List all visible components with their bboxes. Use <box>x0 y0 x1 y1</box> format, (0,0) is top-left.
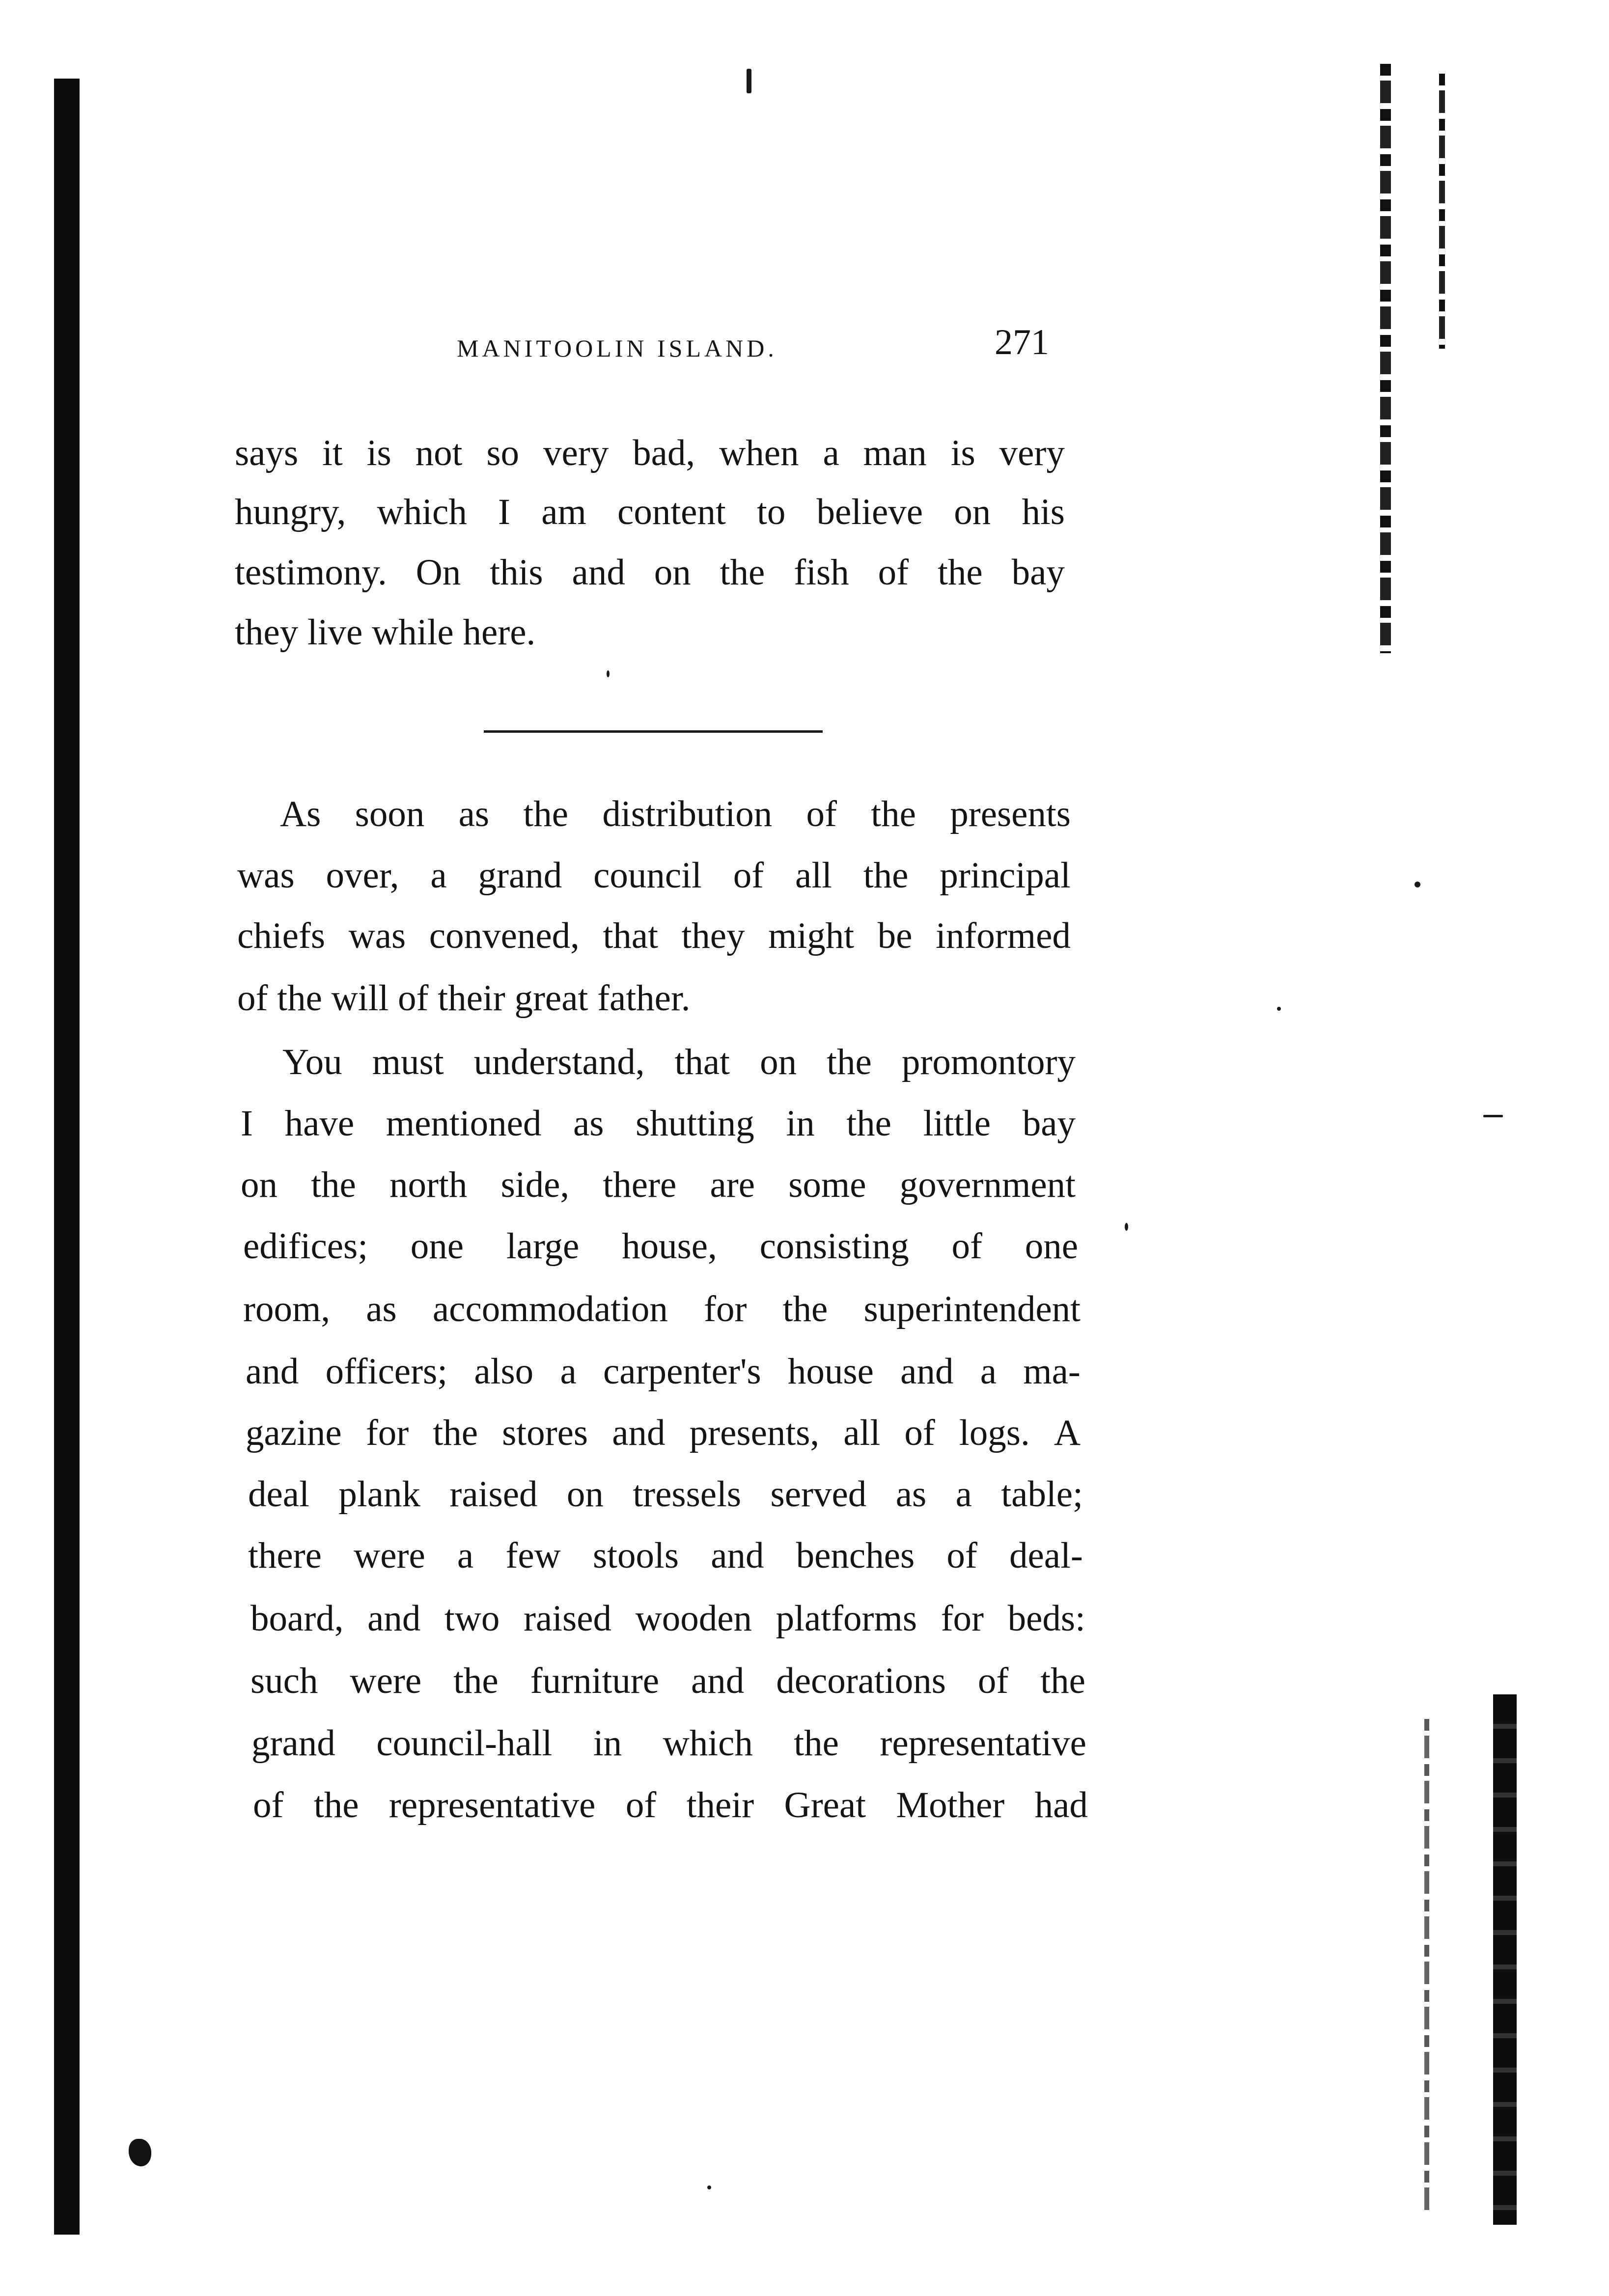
section-divider <box>484 730 823 733</box>
text-line: You must understand, that on the promontory <box>282 1042 1076 1082</box>
page-number: 271 <box>995 322 1049 362</box>
running-header-title: MANITOOLIN ISLAND. <box>457 334 777 362</box>
text-line: room, as accommodation for the superintendent <box>243 1289 1081 1329</box>
page-edge-shadow <box>1439 74 1445 349</box>
ink-speck <box>1277 1007 1281 1011</box>
text-line: they live while here. <box>235 612 536 653</box>
text-line: of the will of their great father. <box>237 978 691 1019</box>
text-line: board, and two raised wooden platforms for beds: <box>250 1598 1085 1639</box>
ink-speck <box>1415 882 1420 887</box>
text-line: deal plank raised on tressels served as a table; <box>248 1474 1083 1515</box>
ink-speck <box>747 69 751 93</box>
text-line: says it is not so very bad, when a man is very <box>235 433 1065 473</box>
text-line: was over, a grand council of all the principal <box>237 855 1071 896</box>
text-line: and officers; also a carpenter's house and a ma- <box>246 1351 1081 1392</box>
page-edge-shadow <box>1493 1694 1517 2225</box>
text-line: on the north side, there are some government <box>241 1164 1076 1205</box>
text-line: chiefs was convened, that they might be informed <box>237 915 1071 956</box>
ink-blot <box>129 2139 151 2166</box>
ink-speck <box>607 670 610 677</box>
ink-speck <box>1125 1223 1128 1231</box>
ink-speck <box>1483 1115 1503 1117</box>
text-line: As soon as the distribution of the presents <box>280 794 1071 834</box>
text-line: of the representative of their Great Mother had <box>253 1785 1088 1826</box>
text-line: I have mentioned as shutting in the little bay <box>241 1103 1076 1144</box>
text-line: hungry, which I am content to believe on his <box>235 492 1065 532</box>
text-line: such were the furniture and decorations of the <box>250 1660 1085 1701</box>
text-line: grand council-hall in which the representative <box>251 1723 1086 1764</box>
page-edge-shadow <box>1424 1719 1429 2210</box>
text-line: there were a few stools and benches of deal- <box>248 1535 1083 1576</box>
page-edge-shadow <box>1380 64 1391 653</box>
text-line: testimony. On this and on the fish of the bay <box>235 552 1065 593</box>
text-line: gazine for the stores and presents, all of logs. A <box>246 1412 1081 1453</box>
text-line: edifices; one large house, consisting of one <box>243 1226 1078 1267</box>
ink-speck <box>707 2185 711 2189</box>
binding-shadow <box>54 79 80 2235</box>
